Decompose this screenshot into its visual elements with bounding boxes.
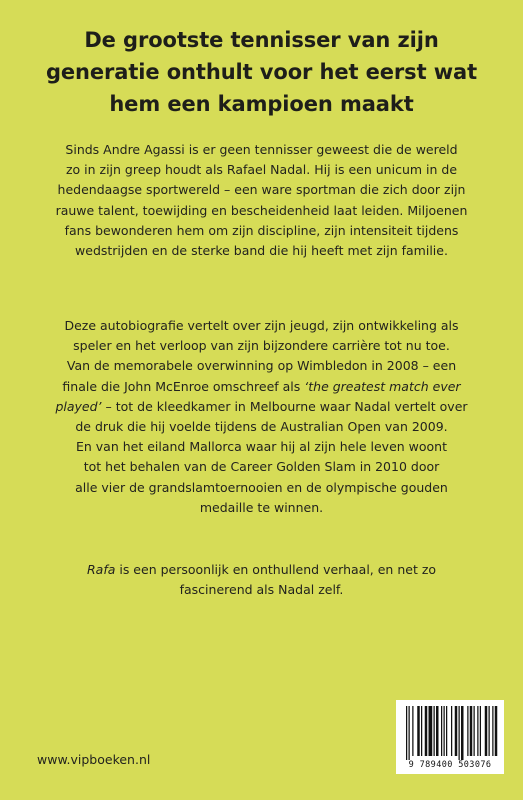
text-line: de druk die hij voelde tijdens de Australian Open van 2009. xyxy=(75,419,448,435)
barcode-bar xyxy=(444,706,445,756)
barcode-bar xyxy=(434,706,435,756)
text-segment: finale die John McEnroe omschreef als xyxy=(62,378,305,394)
text-line xyxy=(0,377,523,397)
isbn-barcode xyxy=(396,700,504,774)
barcode-bar xyxy=(436,706,439,756)
text-line: hedendaagse sportwereld – een ware sportman die zich door zijn xyxy=(57,182,466,198)
barcode-bar xyxy=(461,706,464,760)
barcode-bar xyxy=(446,706,447,756)
text-segment: is een persoonlijk en onthullend verhaal, en net zo xyxy=(115,562,437,577)
headline xyxy=(0,24,523,120)
text-line: tot het behalen van de Career Golden Slam in 2010 door xyxy=(83,459,440,475)
mcenroe-quote-end: played’ xyxy=(55,398,102,414)
barcode-bar xyxy=(406,706,407,760)
text-line: rauwe talent, toewijding en bescheidenheid laat leiden. Miljoenen xyxy=(55,202,468,218)
barcode-bar xyxy=(417,706,420,756)
barcode-bar xyxy=(489,706,490,756)
barcode-bar xyxy=(477,706,478,756)
headline-line: generatie onthult voor het eerst wat xyxy=(45,60,478,84)
barcode-bar xyxy=(429,706,433,756)
text-line: Van de memorabele overwinning op Wimbledon in 2008 – een xyxy=(66,358,457,374)
publisher-website: www.vipboeken.nl xyxy=(37,752,151,767)
text-line: alle vier de grandslamtoernooien en de olympische gouden xyxy=(75,479,448,495)
text-line: Deze autobiografie vertelt over zijn jeugd, zijn ontwikkeling als xyxy=(64,318,459,333)
barcode-bar xyxy=(421,706,422,756)
text-line xyxy=(0,397,523,417)
barcode-bar xyxy=(474,706,475,756)
blurb-paragraph-2 xyxy=(0,316,523,518)
barcode-bar xyxy=(459,706,460,760)
book-title: Rafa xyxy=(86,562,116,577)
headline-line: De grootste tennisser van zijn xyxy=(84,28,439,52)
barcode-bar xyxy=(467,706,468,756)
text-line: medaille te winnen. xyxy=(199,499,324,515)
barcode-bar xyxy=(412,706,413,756)
text-line: Sinds Andre Agassi is er geen tennisser geweest die de wereld xyxy=(65,142,458,157)
barcode-bar xyxy=(485,706,488,756)
barcode-bar xyxy=(441,706,442,756)
blurb-paragraph-1 xyxy=(0,140,523,261)
barcode-bar xyxy=(480,706,481,756)
text-line: zo in zijn greep houdt als Rafael Nadal. Hij is een unicum in de xyxy=(65,162,458,178)
text-line: speler en het verloop van zijn bijzondere carrière tot nu toe. xyxy=(73,338,450,354)
barcode-bar xyxy=(425,706,428,756)
barcode-bar xyxy=(492,706,493,756)
text-line: fans bewonderen hem om zijn discipline, zijn intensiteit tijdens xyxy=(64,222,459,238)
barcode-bar xyxy=(451,706,452,756)
barcode-bar xyxy=(470,706,473,756)
barcode-bar xyxy=(455,706,458,756)
barcode-bar xyxy=(495,706,498,756)
barcode-bars xyxy=(400,706,500,760)
text-line xyxy=(0,560,523,580)
text-line: wedstrijden en de sterke band die hij heeft met zijn familie. xyxy=(75,243,448,259)
text-segment: – tot de kleedkamer in Melbourne waar Nadal vertelt over xyxy=(101,398,468,414)
mcenroe-quote: ‘the greatest match ever xyxy=(304,378,461,394)
barcode-bar xyxy=(409,706,410,760)
blurb-paragraph-3 xyxy=(0,560,523,600)
isbn-number: 9 789400 503076 xyxy=(408,760,492,770)
text-line: En van het eiland Mallorca waar hij al zijn hele leven woont xyxy=(75,439,447,455)
text-line: fascinerend als Nadal zelf. xyxy=(179,582,344,598)
headline-line: hem een kampioen maakt xyxy=(109,92,414,116)
